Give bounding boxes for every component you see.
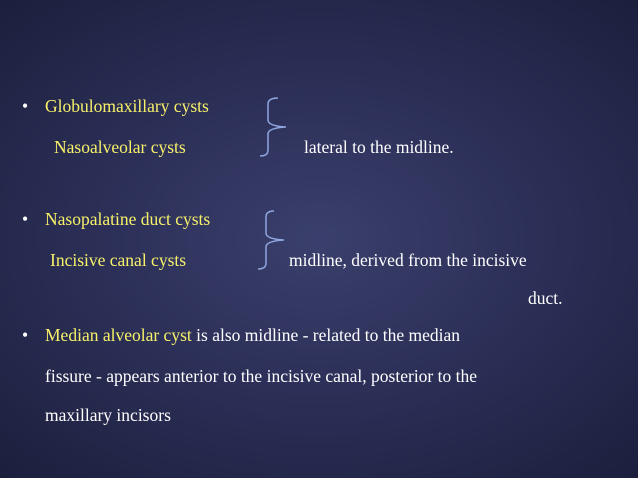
bullet-3: • — [22, 325, 29, 345]
lateral-midline-text: lateral to the midline. — [304, 137, 454, 157]
median-alveolar-cyst-text: Median alveolar cyst — [45, 325, 192, 345]
bullet-2: • — [22, 209, 29, 229]
median-alveolar-desc-3: maxillary incisors — [45, 405, 171, 425]
duct-text: duct. — [528, 288, 563, 308]
median-alveolar-desc-1: is also midline - related to the median — [196, 325, 461, 345]
nasoalveolar-cysts-text: Nasoalveolar cysts — [54, 137, 186, 157]
bracket-2 — [256, 209, 290, 271]
incisive-canal-cysts-text: Incisive canal cysts — [50, 250, 187, 270]
midline-derived-text: midline, derived from the incisive — [289, 250, 527, 270]
globulomaxillary-cysts-text: Globulomaxillary cysts — [45, 96, 209, 116]
nasopalatine-duct-cysts-text: Nasopalatine duct cysts — [45, 209, 211, 229]
bracket-1 — [258, 96, 294, 158]
bullet-1: • — [22, 96, 29, 116]
median-alveolar-desc-2: fissure - appears anterior to the incisive canal, posterior to the — [45, 366, 477, 386]
median-alveolar-line-1 — [45, 325, 460, 345]
